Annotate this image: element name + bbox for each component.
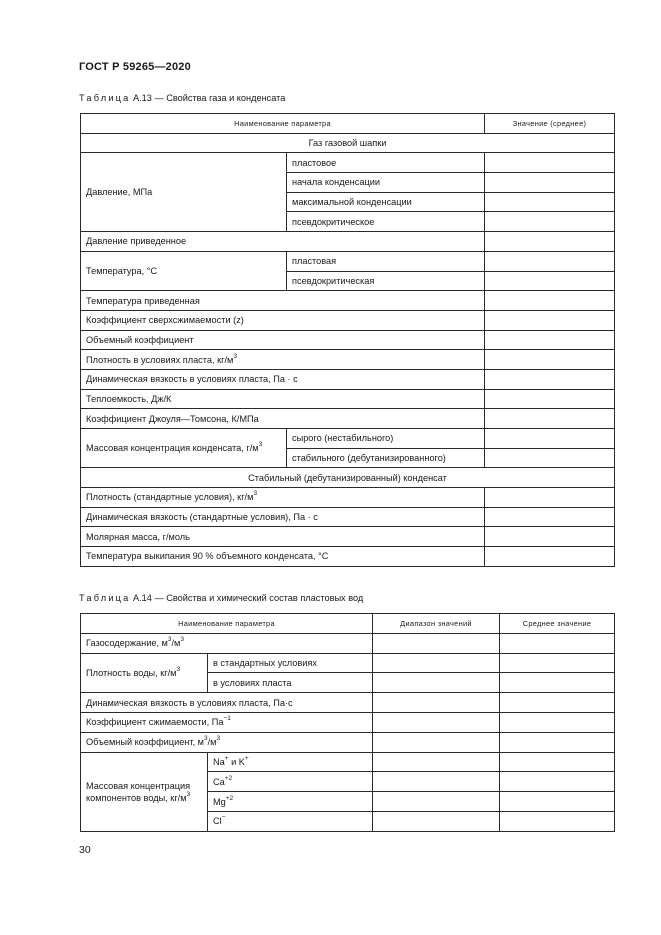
table14-ion-cl (208, 811, 373, 831)
table13-value-cell (485, 291, 615, 311)
table13-value-cell (485, 547, 615, 567)
table13-value-cell (485, 310, 615, 330)
page-number: 30 (79, 844, 91, 856)
table14-mean-cell (500, 732, 615, 752)
table14-vol-coef (81, 732, 373, 752)
table14-mean-cell (500, 712, 615, 732)
table14-gas-content-exp: 3 (167, 636, 172, 644)
table14-range-cell (373, 712, 500, 732)
table13-caption (79, 93, 285, 103)
table13-value-cell (485, 369, 615, 389)
table13-temperature-label: Температура, °С (81, 251, 287, 290)
table13-density-std (81, 488, 485, 508)
table14-range-cell (373, 653, 500, 673)
table13-density-std-text: Плотность (стандартные условия), кг/м (86, 492, 254, 503)
table14-compressibility-exp: −1 (223, 715, 231, 723)
table14-ion-ca (208, 772, 373, 792)
table14-caption (79, 593, 363, 603)
ion-base: Ca (213, 776, 225, 787)
table14-water-density-text: Плотность воды, кг/м (86, 667, 177, 678)
table13-value-cell (485, 507, 615, 527)
table14-water-density-label (81, 653, 208, 693)
table13-density-res-exp: 3 (233, 352, 237, 360)
table13-mass-conc-text: Массовая концентрация конденсата, г/м (86, 443, 259, 454)
table14-mass-conc-label (81, 752, 208, 831)
table13-header-name: Наименование параметра (81, 114, 485, 134)
table13-value-cell (485, 271, 615, 291)
table13-value-cell (485, 232, 615, 252)
table14-header-name: Наименование параметра (81, 614, 373, 634)
table13-density-std-exp: 3 (253, 490, 258, 498)
table13-value-cell (485, 153, 615, 173)
ion-exp: − (221, 814, 226, 822)
table14-caption-title: А.14 — Свойства и химический состав пластовых вод (133, 593, 364, 603)
ion-base: Na (213, 756, 225, 767)
table14-range-cell (373, 792, 500, 812)
table14-water-density-exp: 3 (176, 665, 181, 673)
table14-mean-cell (500, 693, 615, 713)
table13-value-cell (485, 192, 615, 212)
table14-gas-content-mid: /м (171, 638, 181, 649)
table14-mean-cell (500, 673, 615, 693)
ion-exp: +2 (224, 774, 233, 782)
table14-mean-cell (500, 792, 615, 812)
table14-ion-mg (208, 792, 373, 812)
table13-row-label: Коэффициент Джоуля—Томсона, К/МПа (81, 409, 485, 429)
table13-value-cell (485, 251, 615, 271)
table13-value-cell (485, 429, 615, 449)
ion-base: Cl (213, 816, 222, 827)
table14-water-density-sub: в стандартных условиях (208, 653, 373, 673)
table13-molar-mass: Молярная масса, г/моль (81, 527, 485, 547)
document-header: ГОСТ Р 59265—2020 (79, 61, 191, 73)
table14-mean-cell (500, 811, 615, 831)
table13-row-label: Теплоемкость, Дж/К (81, 389, 485, 409)
table13-section-gas-cap: Газ газовой шапки (81, 133, 615, 153)
table13-mass-conc-sub: сырого (нестабильного) (287, 429, 485, 449)
table13-value-cell (485, 212, 615, 232)
table14-ion-na-k (208, 752, 373, 772)
table14-vol-coef-exp2: 3 (216, 735, 221, 743)
table13-mass-conc-sub: стабильного (дебутанизированного) (287, 448, 485, 468)
table13-density-res-text: Плотность в условиях пласта, кг/м (86, 354, 234, 365)
table13-temperature-sub: пластовая (287, 251, 485, 271)
table14 (80, 613, 615, 832)
table13-section-stable: Стабильный (дебутанизированный) конденсат (81, 468, 615, 488)
table13-value-cell (485, 173, 615, 193)
table14-header-mean: Среднее значение (500, 614, 615, 634)
table13-value-cell (485, 527, 615, 547)
table13-row-label: Температура приведенная (81, 291, 485, 311)
table14-range-cell (373, 732, 500, 752)
table13-mass-conc-exp: 3 (258, 441, 263, 449)
table14-mean-cell (500, 633, 615, 653)
ion-exp: + (224, 754, 229, 762)
table13-viscosity-res: Динамическая вязкость в условиях пласта, Па · с (81, 369, 485, 389)
table13-pressure-sub: пластовое (287, 153, 485, 173)
table13-density-res (81, 350, 485, 370)
table14-header-range: Диапазон значений (373, 614, 500, 634)
table14-range-cell (373, 752, 500, 772)
table14-vol-coef-mid: /м (207, 737, 217, 748)
table13-header-value: Значение (среднее) (485, 114, 615, 134)
table14-vol-coef-exp: 3 (204, 735, 208, 743)
ion-exp: +2 (225, 794, 234, 802)
table14-range-cell (373, 772, 500, 792)
table13-pressure-sub: максимальной конденсации (287, 192, 485, 212)
table14-range-cell (373, 811, 500, 831)
table13-value-cell (485, 350, 615, 370)
table14-caption-word: Таблица (79, 593, 131, 603)
ion-mid: и K (228, 756, 245, 767)
table14-vol-coef-text: Объемный коэффициент, м (86, 737, 204, 748)
table14-compressibility-text: Коэффициент сжимаемости, Па (86, 717, 224, 728)
ion-exp2: + (244, 754, 249, 762)
table14-mass-conc-exp: 3 (186, 790, 191, 798)
table13-caption-word: Таблица (79, 93, 131, 103)
table14-compressibility (81, 712, 373, 732)
table13-viscosity-std: Динамическая вязкость (стандартные условия), Па · с (81, 507, 485, 527)
table13-value-cell (485, 409, 615, 429)
table13-pressure-reduced: Давление приведенное (81, 232, 485, 252)
table13-row-label: Объемный коэффициент (81, 330, 485, 350)
table14-range-cell (373, 633, 500, 653)
table14-range-cell (373, 673, 500, 693)
table13-value-cell (485, 448, 615, 468)
table13-caption-title: А.13 — Свойства газа и конденсата (133, 93, 286, 103)
table13-mass-conc-label (81, 429, 287, 468)
table14-viscosity: Динамическая вязкость в условиях пласта, Па·с (81, 693, 373, 713)
ion-base: Mg (213, 796, 226, 807)
table13 (80, 113, 615, 567)
table13-temperature-sub: псевдокритическая (287, 271, 485, 291)
table13-value-cell (485, 389, 615, 409)
table14-mean-cell (500, 653, 615, 673)
table14-range-cell (373, 693, 500, 713)
table14-gas-content-text: Газосодержание, м (86, 638, 168, 649)
table13-row-label: Коэффициент сверхсжимаемости (z) (81, 310, 485, 330)
table13-pressure-sub: начала конденсации (287, 173, 485, 193)
table14-mass-conc-text: Массовая концентрация компонентов воды, кг/м (86, 780, 191, 803)
table13-boiling-temp: Температура выкипания 90 % объемного конденсата, °С (81, 547, 485, 567)
table13-value-cell (485, 488, 615, 508)
table13-pressure-sub: псевдокритическое (287, 212, 485, 232)
table13-pressure-label: Давление, МПа (81, 153, 287, 232)
table14-mean-cell (500, 772, 615, 792)
table13-value-cell (485, 330, 615, 350)
table14-gas-content-exp2: 3 (180, 636, 184, 644)
table14-water-density-sub: в условиях пласта (208, 673, 373, 693)
table14-gas-content (81, 633, 373, 653)
table14-mean-cell (500, 752, 615, 772)
